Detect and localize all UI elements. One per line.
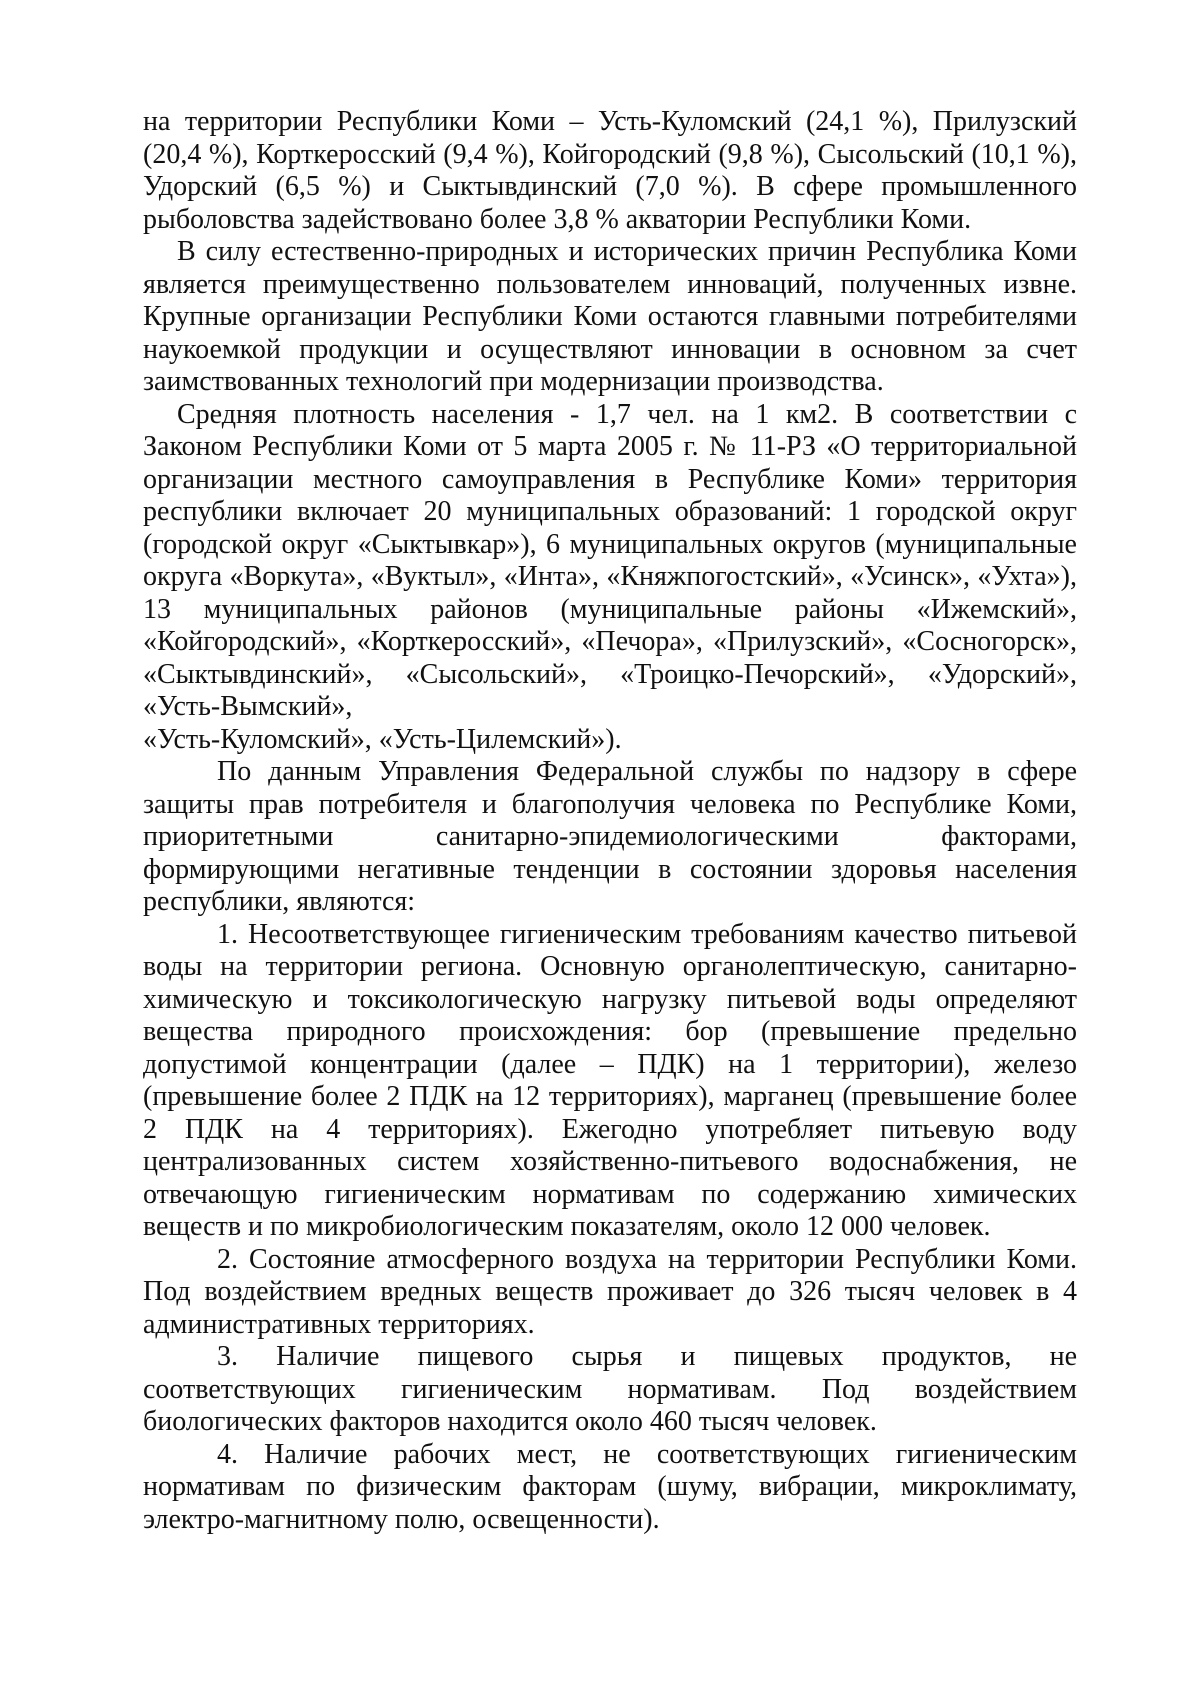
document-page xyxy=(143,106,1077,1536)
list-item-workplaces: 4. Наличие рабочих мест, не соответствующих гигиеническим нормативам по физическим факторам (шуму, вибрации, микроклимату, электро-магнитному полю, освещенности). xyxy=(143,1438,1077,1535)
list-item-atmospheric-air: 2. Состояние атмосферного воздуха на территории Республики Коми. Под воздействием вредных веществ проживает до 326 тысяч человек в 4 административных территориях. xyxy=(143,1243,1077,1340)
paragraph-innovations: В силу естественно-природных и исторических причин Республика Коми является преимущественно пользователем инноваций, полученных извне. Крупные организации Республики Коми остаются главными потребителями наукоемкой продукции и осуществляют инновации в основном за счет заимствованных технологий при модернизации производства. xyxy=(143,236,1077,397)
list-item-drinking-water: 1. Несоответствующее гигиеническим требованиям качество питьевой воды на территории региона. Основную органолептическую, санитарно-химическую и токсикологическую нагрузку питьевой воды определяют вещества природного происхождения: бор (превышение предельно допустимой концентрации (далее – ПДК) на 1 территории), железо (превышение более 2 ПДК на 12 территориях), марганец (превышение более 2 ПДК на 4 территориях). Ежегодно употребляет питьевую воду централизованных систем хозяйственно-питьевого водоснабжения, не отвечающую гигиеническим нормативам по содержанию химических веществ и по микробиологическим показателям, около 12 000 человек. xyxy=(143,918,1077,1242)
list-item-food-raw-materials: 3. Наличие пищевого сырья и пищевых продуктов, не соответствующих гигиеническим нормативам. Под воздействием биологических факторов находится около 460 тысяч человек. xyxy=(143,1341,1077,1437)
paragraph-population-density: Средняя плотность населения - 1,7 чел. на 1 км2. В соответствии с Законом Республики Коми от 5 марта 2005 г. № 11-РЗ «О территориальной организации местного самоуправления в Республике Коми» территория республики включает 20 муниципальных образований: 1 городской округ (городской округ «Сыктывкар»), 6 муниципальных округов (муниципальные округа «Воркута», «Вуктыл», «Инта», «Княжпогостский», «Усинск», «Ухта»), 13 муниципальных районов (муниципальные районы «Ижемский», «Койгородский», «Корткеросский», «Печора», «Прилузский», «Сосногорск», «Сыктывдинский», «Сысольский», «Троицко-Печорский», «Удорский», «Усть-Вымский», xyxy=(143,398,1077,722)
paragraph-fishery-territories: на территории Республики Коми – Усть-Куломский (24,1 %), Прилузский (20,4 %), Корткеросский (9,4 %), Койгородский (9,8 %), Сысольский (10,1 %), Удорский (6,5 %) и Сыктывдинский (7,0 %). В сфере промышленного рыболовства задействовано более 3,8 % акватории Республики Коми. xyxy=(143,106,1077,235)
paragraph-sanitary-factors-intro: По данным Управления Федеральной службы по надзору в сфере защиты прав потребителя и благополучия человека по Республике Коми, приоритетными санитарно-эпидемиологическими факторами, формирующими негативные тенденции в состоянии здоровья населения республики, являются: xyxy=(143,756,1077,917)
paragraph-population-density-continued: «Усть-Куломский», «Усть-Цилемский»). xyxy=(143,723,622,755)
